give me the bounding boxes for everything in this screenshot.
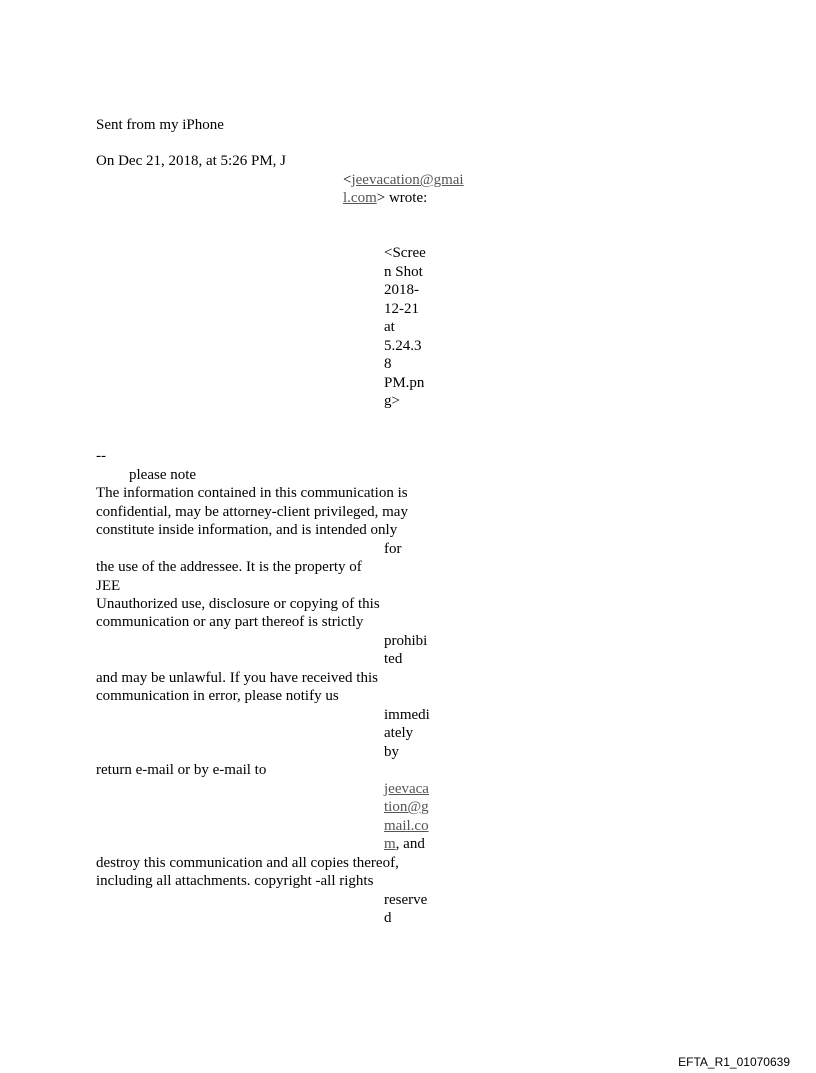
attachment-line: n Shot: [384, 264, 423, 280]
closing-line: d: [384, 910, 392, 926]
attachment-line: at: [384, 319, 395, 335]
contact-email-link[interactable]: tion@g: [384, 799, 429, 815]
sender-email-line-2: [343, 189, 427, 208]
sender-email-link[interactable]: jeevacation@gmai: [351, 172, 464, 188]
disclaimer-line: ted: [384, 651, 403, 667]
contact-email-link[interactable]: mail.co: [384, 818, 429, 834]
attachment-line: PM.pn: [384, 375, 425, 391]
sender-email-link-continued[interactable]: l.com: [343, 190, 377, 206]
signature-separator: --: [96, 448, 106, 464]
disclaimer-line: ately: [384, 725, 414, 741]
and-text: , and: [395, 836, 425, 852]
disclaimer-line: immedi: [384, 707, 430, 723]
disclaimer-line: the use of the addressee. It is the property of: [96, 559, 362, 575]
contact-email-line: [384, 817, 429, 836]
closing-line: including all attachments. copyright -all rights: [96, 873, 374, 889]
disclaimer-line: return e-mail or by e-mail to: [96, 762, 267, 778]
disclaimer-line: communication in error, please notify us: [96, 688, 339, 704]
please-note-label: please note: [129, 467, 197, 483]
angle-bracket-open: <: [343, 172, 352, 188]
disclaimer-line: prohibi: [384, 633, 428, 649]
attachment-line: g>: [384, 393, 400, 409]
disclaimer-line: JEE: [96, 578, 121, 594]
disclaimer-line: communication or any part thereof is strictly: [96, 614, 364, 630]
attachment-line: 2018-: [384, 282, 419, 298]
disclaimer-line: and may be unlawful. If you have received this: [96, 670, 378, 686]
disclaimer-line: Unauthorized use, disclosure or copying of this: [96, 596, 380, 612]
attachment-line: <Scree: [384, 245, 426, 261]
contact-email-line: [384, 835, 425, 854]
attachment-line: 8: [384, 356, 392, 372]
reply-header: On Dec 21, 2018, at 5:26 PM, J: [96, 153, 286, 169]
closing-line: reserve: [384, 892, 428, 908]
document-id: EFTA_R1_01070639: [678, 1055, 790, 1069]
disclaimer-line: confidential, may be attorney-client privileged, may: [96, 504, 408, 520]
disclaimer-line: constitute inside information, and is intended only: [96, 522, 398, 538]
contact-email-link[interactable]: jeevaca: [384, 781, 429, 797]
disclaimer-line: for: [384, 541, 402, 557]
attachment-line: 12-21: [384, 301, 419, 317]
contact-email-line: [384, 798, 429, 817]
sent-from-line: Sent from my iPhone: [96, 117, 224, 133]
disclaimer-line: by: [384, 744, 399, 760]
sender-email-line-1: [343, 171, 464, 190]
attachment-line: 5.24.3: [384, 338, 422, 354]
disclaimer-line: The information contained in this communication is: [96, 485, 408, 501]
closing-line: destroy this communication and all copies thereof,: [96, 855, 399, 871]
wrote-label: > wrote:: [376, 190, 428, 206]
contact-email-link[interactable]: m: [384, 836, 396, 852]
contact-email-line: [384, 780, 429, 799]
